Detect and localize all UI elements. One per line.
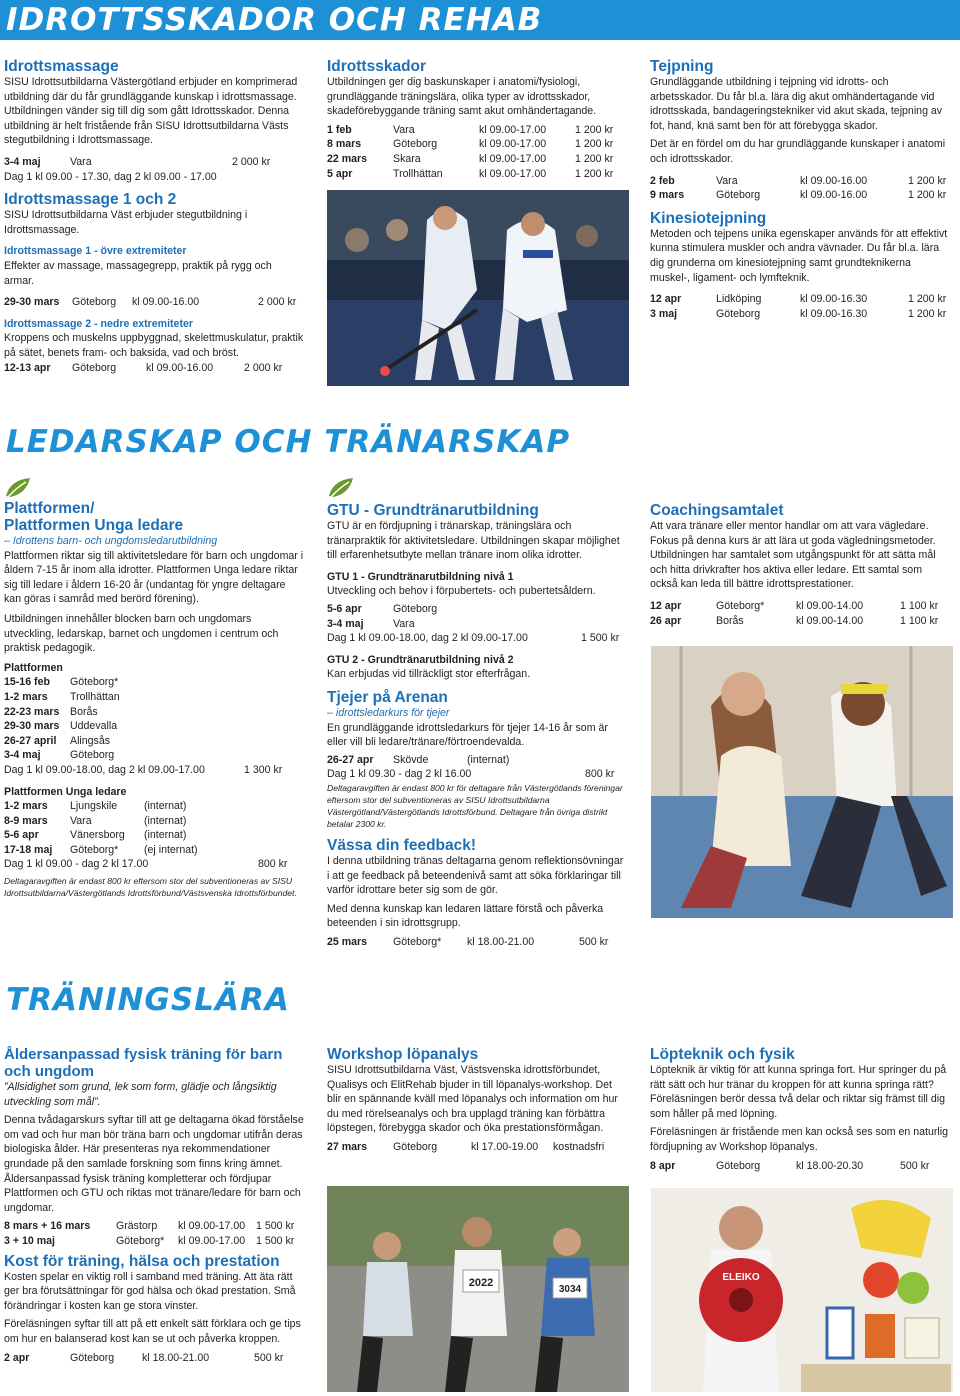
schedule-time: Dag 1 kl 09.00 - dag 2 kl 17.00 800 kr bbox=[4, 858, 288, 871]
heading-idrottsmassage: Idrottsmassage bbox=[4, 58, 119, 75]
text-lopteknik-1: Löpteknik är viktig för att kunna springa fort. Hur springer du på rätt sätt och hur tränar du kroppen för att kunna springa rätt? Föreläsningen berör dessa två delar och riktar sig främst till dig som håller på med löpning. bbox=[650, 1064, 947, 1120]
running-illustration bbox=[327, 1186, 629, 1392]
column-gtu bbox=[327, 502, 627, 949]
text-plattformen-2: Utbildningen innehåller blocken barn och ungdomars utveckling, ledarskap, barnet och ungdomen i centrum och praktisk pedagogik. bbox=[4, 612, 279, 655]
heading-gtu-2: GTU 2 - Grundtränarutbildning nivå 2 bbox=[327, 653, 514, 666]
schedule-row: 5-6 apr Vänersborg (internat) bbox=[4, 829, 187, 842]
banner-rehab bbox=[0, 0, 960, 40]
banner-traning bbox=[0, 980, 960, 1020]
subtitle-plattformen: – Idrottens barn- och ungdomsledarutbildning bbox=[4, 535, 218, 547]
heading-tjejer: Tjejer på Arenan bbox=[327, 688, 448, 706]
schedule-time: Dag 1 kl 09.30 - dag 2 kl 16.00 800 kr bbox=[327, 768, 615, 781]
column-plattformen bbox=[4, 500, 304, 899]
text-tejpning-2: Det är en fördel om du har grundläggande kunskaper i anatomi och idrottsskador. bbox=[650, 138, 946, 165]
note-tjejer: Deltagaravgiften är endast 800 kr för deltagare från Västergötlands föreningar eftersom stor del subventioneras av SISU Idrottsutbildarna Västergötland/Västergötlands Idrottsförbund. Deltagare från övriga distrikt betalar 2300 kr. bbox=[327, 782, 623, 829]
schedule-row: 26-27 apr Skövde (internat) bbox=[327, 753, 510, 766]
text-kinesiotejpning: Metoden och tejpens unika egenskaper används för att effektivt kunna stimulera muskler och andra vävnader. Du får bl.a. lära dig grunderna om kinesiotejpning samt grundteknikerna muskel-, ligament- och lymfteknik. bbox=[650, 227, 948, 284]
text-idrottsmassage: SISU Idrottsutbildarna Västergötland erbjuder en komprimerad utbildning där du får grundläggande kunskap i idrottsmassage. Utbildningen vänder sig till dig som gått Idrottsskador. Denna utbildning är helt fristående från SISU Idrottsutbildarna Västs stegutbildning i Idrottsmassage. bbox=[4, 76, 298, 147]
schedule-time: Dag 1 kl 09.00-18.00, dag 2 kl 09.00-17.00 1 300 kr bbox=[4, 763, 283, 776]
schedule-row: 8 mars Göteborg kl 09.00-17.00 1 200 kr bbox=[327, 138, 614, 151]
heading-idrottsmassage-1: Idrottsmassage 1 - övre extremiteter bbox=[4, 245, 187, 258]
heading-gtu-1: GTU 1 - Grundtränarutbildning nivå 1 bbox=[327, 570, 514, 583]
heading-gtu: GTU - Grundtränarutbildning bbox=[327, 502, 539, 519]
heading-tejpning: Tejpning bbox=[650, 58, 714, 75]
subtitle-tjejer: – idrottsledarkurs för tjejer bbox=[327, 706, 450, 719]
schedule-row: 2 feb Vara kl 09.00-16.00 1 200 kr bbox=[650, 174, 947, 187]
schedule-row: 8 mars + 16 mars Grästorp kl 09.00-17.00 1 500 kr bbox=[4, 1220, 295, 1233]
coaching-illustration bbox=[651, 646, 953, 918]
section-title-traning: TRÄNINGSLÄRA bbox=[6, 982, 290, 1018]
banner-ledarskap bbox=[0, 422, 960, 462]
column-tejpning bbox=[650, 58, 950, 321]
schedule-row: 3-4 maj Göteborg bbox=[4, 749, 115, 762]
schedule-row: 26-27 april Alingsås bbox=[4, 734, 111, 747]
floorball-photo bbox=[327, 190, 629, 386]
schedule-row: 22-23 mars Borås bbox=[4, 705, 98, 718]
schedule-row: 8-9 mars Vara (internat) bbox=[4, 814, 187, 827]
schedule-time: Dag 1 kl 09.00 - 17.30, dag 2 kl 09.00 - 17.00 bbox=[4, 170, 217, 183]
schedule-row: 26 apr Borås kl 09.00-14.00 1 100 kr bbox=[650, 614, 939, 627]
heading-kost: Kost för träning, hälsa och prestation bbox=[4, 1252, 280, 1270]
schedule-row: 9 mars Göteborg kl 09.00-16.00 1 200 kr bbox=[650, 189, 947, 202]
heading-idrottsmassage-2: Idrottsmassage 2 - nedre extremiteter bbox=[4, 317, 193, 330]
schedule-row: 15-16 feb Göteborg* bbox=[4, 676, 119, 689]
schedule-row: 1-2 mars Trollhättan bbox=[4, 690, 120, 703]
heading-aldersanpassad: Åldersanpassad fysisk träning för barn och ungdom bbox=[4, 1046, 283, 1080]
coaching-photo bbox=[651, 646, 953, 918]
section-title-rehab: IDROTTSSKADOR OCH REHAB bbox=[6, 2, 543, 38]
schedule-time: Dag 1 kl 09.00-18.00, dag 2 kl 09.00-17.00 1 500 kr bbox=[327, 632, 620, 645]
column-workshop bbox=[327, 1046, 627, 1155]
label-plattformen: Plattformen bbox=[4, 661, 63, 674]
heading-lopteknik: Löpteknik och fysik bbox=[650, 1046, 795, 1063]
nutrition-photo bbox=[651, 1188, 953, 1392]
text-coaching: Att vara tränare eller mentor handlar om att vara vägledare. Fokus på denna kurs är att lära ut goda vägledningsmetoder. Utbildningen har samtalet som utgångspunkt för att sätta mål och hitta drivkrafter hos aktiva eller ledare. Ett samtal som också kan leda till bättre idrottsprestationer. bbox=[650, 520, 936, 591]
schedule-row: 1 feb Vara kl 09.00-17.00 1 200 kr bbox=[327, 123, 614, 136]
bib-number: 3034 bbox=[558, 1284, 582, 1295]
column-coaching bbox=[650, 502, 950, 628]
running-photo bbox=[327, 1186, 629, 1392]
schedule-row: 12-13 apr Göteborg kl 09.00-16.00 2 000 kr bbox=[4, 361, 283, 374]
text-tejpning: Grundläggande utbildning i tejpning vid idrotts- och arbetsskador. Du får bl.a. lära dig akut omhändertagande vid idrottsskada, bandageringstekniker vid akut skada, tejpning av fot, hand, knä samt ben för att förebygga skador. bbox=[650, 76, 943, 132]
text-kost-2: Föreläsningen syftar till att på ett enkelt sätt förklara och ge tips om hur en balanserad kost kan se ut och påverka kroppen. bbox=[4, 1318, 301, 1345]
heading-vassa: Vässa din feedback! bbox=[327, 836, 477, 854]
quote-aldersanpassad: ”Allsidighet som grund, lek som form, glädje och långsiktig utveckling som mål”. bbox=[4, 1081, 277, 1108]
schedule-row: 2 apr Göteborg kl 18.00-21.00 500 kr bbox=[4, 1351, 284, 1364]
schedule-row: 5-6 apr Göteborg bbox=[327, 602, 438, 615]
text-gtu: GTU är en fördjupning i tränarskap, träningslära och tränarpraktik för aktivitetsledare. Utbildningen skapar möjlighet till erfarenhetsutbyte mellan tränare inom olika idrotter. bbox=[327, 520, 620, 562]
text-vassa-1: I denna utbildning tränas deltagarna genom reflektionsövningar i att ge feedback på beteendenivå samt att söka förklaringar till varför idrottare beter sig som de gör. bbox=[327, 854, 624, 897]
column-idrottsskador bbox=[327, 58, 627, 181]
column-idrottsmassage bbox=[4, 58, 304, 375]
heading-plattformen-unga: Plattformen Unga ledare bbox=[4, 517, 184, 534]
heading-idrottsskador: Idrottsskador bbox=[327, 58, 427, 75]
text-aldersanpassad: Denna tvådagarskurs syftar till att ge deltagarna ökad förståelse om vad och hur man bör träna barn och ungdomar utifrån deras biologiska ålder. Här presenteras nya rekommendationer grundade på den samlade forskning som finns kring ämnet. Åldersanpassad fysisk träning kompletterar och fördjupar Plattformen och GTU och riktas mot tränare/ledare för barn och ungdomar. bbox=[4, 1114, 304, 1214]
heading-idrottsmassage-1-2: Idrottsmassage 1 och 2 bbox=[4, 191, 177, 209]
text-gtu-1: Utveckling och behov i förpubertets- och pubertetsåldern. bbox=[327, 585, 596, 598]
schedule-row: 3-4 maj Vara 2 000 kr bbox=[4, 155, 271, 168]
floorball-illustration bbox=[327, 190, 629, 386]
nutrition-illustration bbox=[651, 1188, 953, 1392]
bib-number: 2022 bbox=[468, 1277, 494, 1289]
text-vassa-2: Med denna kunskap kan ledaren lättare förstå och påverka beteenden i sin idrottsgrupp. bbox=[327, 902, 604, 930]
text-idrottsmassage-1: Effekter av massage, massagegrepp, praktik på rygg och armar. bbox=[4, 259, 272, 287]
schedule-row: 3 + 10 maj Göteborg* kl 09.00-17.00 1 500 kr bbox=[4, 1234, 295, 1247]
text-kost-1: Kosten spelar en viktig roll i samband med träning. Att äta rätt ger bra förutsättningar för god hälsa och ökad prestation. Små förändringar i kosten kan ge stora vinster. bbox=[4, 1270, 296, 1312]
schedule-row: 29-30 mars Göteborg kl 09.00-16.00 2 000 kr bbox=[4, 296, 297, 309]
text-plattformen-1: Plattformen riktar sig till aktivitetsledare för barn och ungdomar i åldern 7-15 år inom alla idrotter. Plattformen Unga ledare riktar sig till ledare i åldern 16-20 år (undantag för yngre deltagare kan göras i samråd med berörd förening). bbox=[4, 549, 304, 606]
schedule-row: 5 apr Trollhättan kl 09.00-17.00 1 200 kr bbox=[327, 167, 614, 180]
heading-workshop: Workshop löpanalys bbox=[327, 1046, 479, 1063]
column-lopteknik bbox=[650, 1046, 950, 1173]
schedule-row: 12 apr Göteborg* kl 09.00-14.00 1 100 kr bbox=[650, 599, 939, 612]
text-idrottsskador: Utbildningen ger dig baskunskaper i anatomi/fysiologi, grundläggande träningslära, olika typer av idrottsskador, skadeförebyggande träning samt akut omhändertagande. bbox=[327, 76, 597, 118]
schedule-row: 17-18 maj Göteborg* (ej internat) bbox=[4, 843, 198, 856]
leaf-icon bbox=[327, 476, 357, 500]
heading-coaching: Coachingsamtalet bbox=[650, 502, 784, 519]
text-lopteknik-2: Föreläsningen är fristående men kan också ses som en naturlig fördjupning av Workshop löpanalys. bbox=[650, 1126, 948, 1153]
text-tjejer: En grundläggande idrottsledarkurs för tjejer 14-16 år som är eller vill bli ledare/tränare/förtroendevalda. bbox=[327, 721, 608, 749]
schedule-row: 22 mars Skara kl 09.00-17.00 1 200 kr bbox=[327, 152, 614, 165]
note-plattformen: Deltagaravgiften är endast 800 kr eftersom stor del subventioneras av SISU Idrottsutbildarna/Västergötlands Idrottsförbund/Västsvenska Idrottsförbundet. bbox=[4, 876, 297, 899]
schedule-row: 27 mars Göteborg kl 17.00-19.00 kostnadsfri bbox=[327, 1140, 605, 1153]
text-workshop: SISU Idrottsutbildarna Väst, Västsvenska idrottsförbundet, Qualisys och ElitRehab bjuder in till löpanalys-workshop. Det blir en spännande kväll med löpanalys och information om hur du med rörelseanalys och bra upplagd träning kan förbättra löpstegen, förebygga skador och öka prestationsförmågan. bbox=[327, 1064, 618, 1135]
heading-plattformen: Plattformen/ bbox=[4, 500, 95, 517]
schedule-row: 8 apr Göteborg kl 18.00-20.30 500 kr bbox=[650, 1159, 930, 1172]
schedule-row: 29-30 mars Uddevalla bbox=[4, 720, 118, 733]
schedule-row: 25 mars Göteborg* kl 18.00-21.00 500 kr bbox=[327, 935, 609, 948]
schedule-row: 3 maj Göteborg kl 09.00-16.30 1 200 kr bbox=[650, 307, 947, 320]
leaf-icon bbox=[4, 476, 34, 500]
schedule-row: 3-4 maj Vara bbox=[327, 617, 415, 630]
schedule-row: 12 apr Lidköping kl 09.00-16.30 1 200 kr bbox=[650, 293, 947, 306]
text-idrottsmassage-1-2: SISU Idrottsutbildarna Väst erbjuder stegutbildning i Idrottsmassage. bbox=[4, 209, 248, 236]
text-gtu-2: Kan erbjudas vid tillräckligt stor efterfrågan. bbox=[327, 668, 531, 681]
text-idrottsmassage-2: Kroppens och muskelns uppbyggnad, skelettmuskulatur, praktik på sätet, benets fram- och baksida, vad och bröst. bbox=[4, 332, 304, 359]
heading-kinesiotejpning: Kinesiotejpning bbox=[650, 209, 767, 227]
column-aldersanpassad bbox=[4, 1046, 304, 1365]
section-title-ledarskap: LEDARSKAP OCH TRÄNARSKAP bbox=[6, 424, 571, 460]
schedule-row: 1-2 mars Ljungskile (internat) bbox=[4, 800, 187, 813]
plate-label: ELEIKO bbox=[722, 1272, 760, 1283]
label-unga-ledare: Plattformen Unga ledare bbox=[4, 785, 127, 798]
